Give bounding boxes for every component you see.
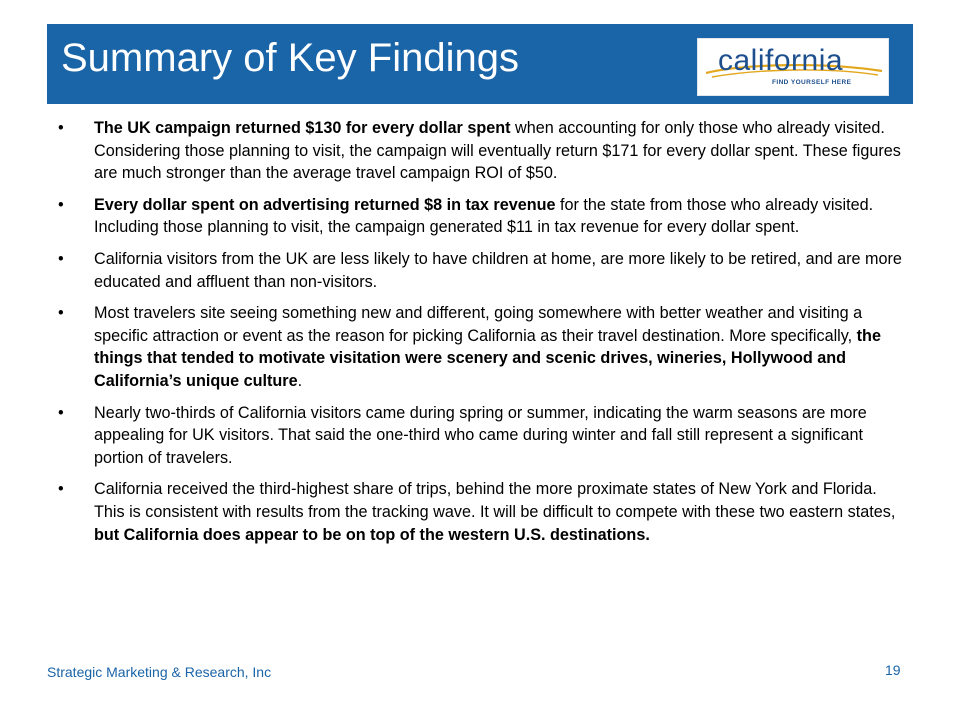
finding-item [58, 302, 908, 392]
slide-title: Summary of Key Findings [61, 36, 519, 80]
finding-item [58, 248, 908, 293]
title-bar [47, 24, 913, 104]
finding-item [58, 478, 908, 546]
bullet-icon: • [58, 480, 64, 499]
finding-text: California visitors from the UK are less likely to have children at home, are more likely to be retired, and are more educated and affluent than non-visitors. [94, 249, 902, 291]
finding-bold-text: Every dollar spent on advertising returned $8 in tax revenue [94, 195, 556, 214]
bullet-icon: • [58, 304, 64, 323]
logo-tagline: FIND YOURSELF HERE [772, 79, 852, 86]
finding-text: . [297, 371, 303, 390]
footer-company: Strategic Marketing & Research, Inc [47, 664, 272, 680]
findings-list [58, 117, 908, 555]
california-logo [697, 38, 889, 96]
finding-text: Most travelers site seeing something new and different, going somewhere with better weather and visiting a specific attraction or event as the reason for picking California as their travel destination. More specifically, [94, 304, 863, 345]
bullet-icon: • [58, 195, 64, 214]
finding-bold-text: the things that tended to motivate visitation were scenery and scenic drives, wineries, Hollywood and California’s unique culture [94, 326, 881, 390]
bullet-icon: • [58, 119, 64, 137]
finding-text: for the state from those who already visited. Including those planning to visit, the campaign generated $11 in tax revenue for every dollar spent. [94, 195, 874, 237]
logo-wordmark: california [718, 44, 844, 77]
page-number: 19 [885, 662, 901, 678]
finding-text: California received the third-highest share of trips, behind the more proximate states of New York and Florida. This is consistent with results from the tracking wave. It will be difficult to compete with these two eastern states, [94, 480, 896, 521]
bullet-icon: • [58, 403, 64, 422]
finding-text: Nearly two-thirds of California visitors came during spring or summer, indicating the warm seasons are more appealing for UK visitors. That said the one-third who came during winter and fall still represent a significant portion of travelers. [94, 403, 867, 467]
bullet-icon: • [58, 249, 64, 268]
finding-item [58, 194, 908, 239]
finding-item [58, 117, 908, 185]
finding-bold-text: The UK campaign returned $130 for every dollar spent [94, 119, 511, 137]
finding-text: when accounting for only those who already visited. Considering those planning to visit, the campaign will eventually return $171 for every dollar spent. These figures are much stronger than the average travel campaign ROI of $50. [94, 119, 901, 183]
finding-bold-text: but California does appear to be on top of the western U.S. destinations. [94, 525, 650, 544]
finding-item [58, 402, 908, 470]
